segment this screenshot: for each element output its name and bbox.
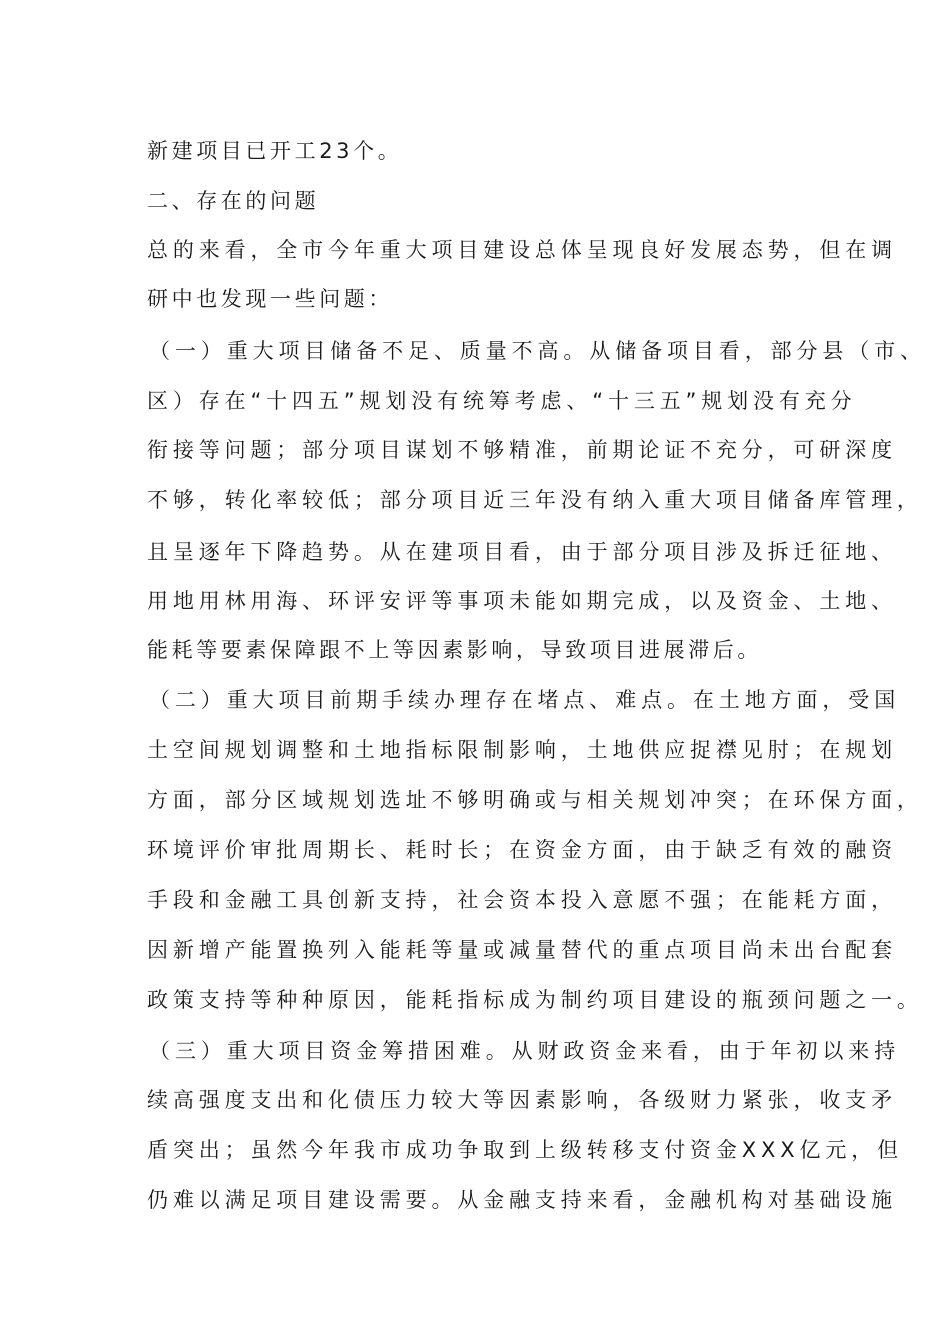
- text-line: 衔接等问题；部分项目谋划不够精准，前期论证不充分，可研深度: [147, 438, 897, 462]
- text-line: 总的来看，全市今年重大项目建设总体呈现良好发展态势，但在调: [147, 238, 897, 262]
- text-line: 新建项目已开工23个。: [147, 139, 403, 163]
- text-line: 环境评价审批周期长、耗时长；在资金方面，由于缺乏有效的融资: [147, 838, 897, 862]
- text-line: 用地用林用海、环评安评等事项未能如期完成，以及资金、土地、: [147, 589, 897, 613]
- text-line: 盾突出；虽然今年我市成功争取到上级转移支付资金XXX亿元，但: [147, 1138, 903, 1162]
- text-line: 研中也发现一些问题：: [147, 287, 393, 311]
- subsection-line: （二）重大项目前期手续办理存在堵点、难点。在土地方面，受国: [149, 688, 901, 712]
- text-line: 政策支持等种种原因，能耗指标成为制约项目建设的瓶颈问题之一。: [147, 988, 923, 1012]
- text-line: 且呈逐年下降趋势。从在建项目看，由于部分项目涉及拆迁征地、: [147, 540, 897, 564]
- text-line: 能耗等要素保障跟不上等因素影响，导致项目进展滞后。: [147, 638, 762, 662]
- text-line: 方面，部分区域规划选址不够明确或与相关规划冲突；在环保方面，: [147, 788, 923, 812]
- text-line: 手段和金融工具创新支持，社会资本投入意愿不强；在能耗方面，: [147, 888, 897, 912]
- subsection-line: （一）重大项目储备不足、质量不高。从储备项目看，部分县（市、: [149, 339, 926, 363]
- text-line: 不够，转化率较低；部分项目近三年没有纳入重大项目储备库管理，: [147, 488, 923, 512]
- text-line: 续高强度支出和化债压力较大等因素影响，各级财力紧张，收支矛: [147, 1088, 897, 1112]
- text-line: 因新增产能置换列入能耗等量或减量替代的重点项目尚未出台配套: [147, 938, 897, 962]
- text-line: 土空间规划调整和土地指标限制影响，土地供应捉襟见肘；在规划: [147, 738, 897, 762]
- text-line: 区）存在“十四五”规划没有统筹考虑、“十三五”规划没有充分: [147, 389, 857, 413]
- subsection-line: （三）重大项目资金筹措困难。从财政资金来看，由于年初以来持: [149, 1039, 901, 1063]
- section-heading: 二、存在的问题: [147, 189, 320, 213]
- text-line: 仍难以满足项目建设需要。从金融支持来看，金融机构对基础设施: [147, 1188, 897, 1212]
